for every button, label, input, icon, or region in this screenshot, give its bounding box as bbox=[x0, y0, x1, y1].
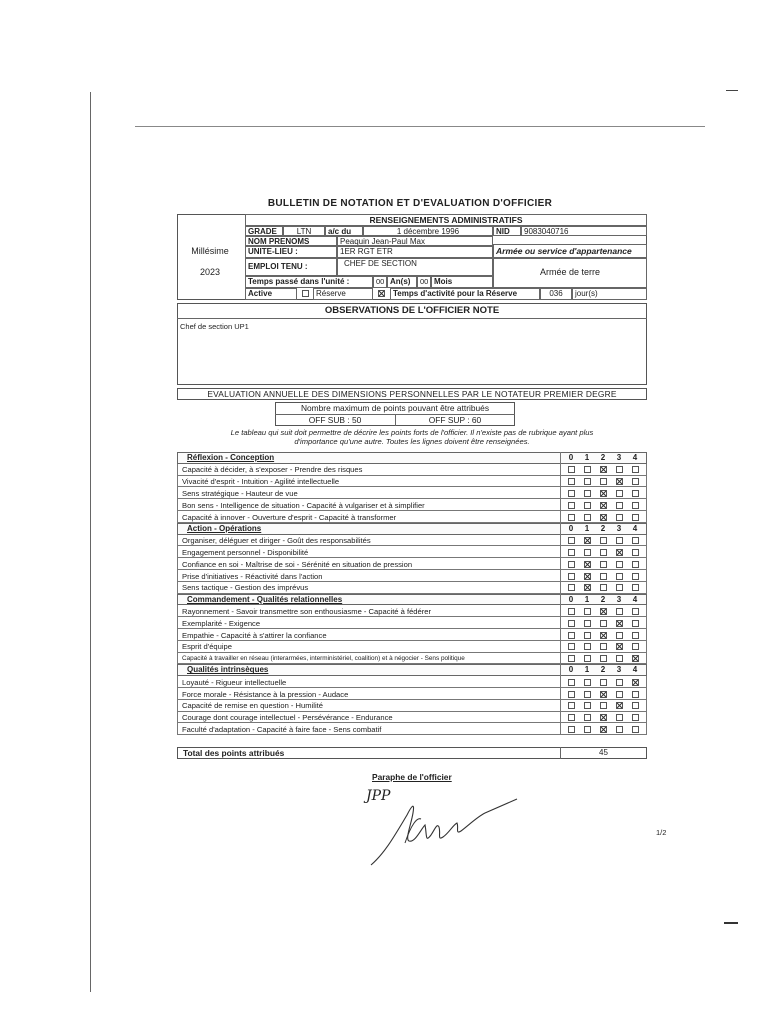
scale-label: 2 bbox=[600, 594, 606, 604]
ans-value: 00 bbox=[373, 276, 387, 288]
score-checkbox-1[interactable] bbox=[584, 584, 591, 591]
criterion-label: Esprit d'équipe bbox=[182, 642, 232, 652]
page-number: 1/2 bbox=[656, 828, 667, 837]
score-checkbox-1[interactable] bbox=[584, 502, 591, 509]
criterion-label: Empathie - Capacité à s'attirer la confiance bbox=[182, 630, 327, 640]
score-checkbox-4[interactable] bbox=[632, 620, 639, 627]
grid-column-divider bbox=[560, 452, 561, 735]
score-checkbox-0[interactable] bbox=[568, 573, 575, 580]
scale-label: 0 bbox=[568, 523, 574, 533]
scan-mark-bottom-right bbox=[724, 922, 738, 924]
scale-label: 1 bbox=[584, 523, 590, 533]
score-checkbox-4[interactable] bbox=[632, 691, 639, 698]
score-checkbox-4[interactable] bbox=[632, 643, 639, 650]
score-checkbox-0[interactable] bbox=[568, 478, 575, 485]
score-checkbox-0[interactable] bbox=[568, 608, 575, 615]
scale-label: 2 bbox=[600, 665, 606, 675]
scale-label: 1 bbox=[584, 594, 590, 604]
score-checkbox-4[interactable] bbox=[632, 679, 639, 686]
score-checkbox-0[interactable] bbox=[568, 714, 575, 721]
score-checkbox-2[interactable] bbox=[600, 632, 607, 639]
ans-label: An(s) bbox=[387, 276, 417, 288]
score-checkbox-3[interactable] bbox=[616, 702, 623, 709]
score-checkbox-0[interactable] bbox=[568, 490, 575, 497]
temps-label: Temps passé dans l'unité : bbox=[245, 276, 373, 288]
score-checkbox-4[interactable] bbox=[632, 655, 639, 662]
scale-label: 0 bbox=[568, 665, 574, 675]
criterion-label: Confiance en soi - Maîtrise de soi - Sérénité en situation de pression bbox=[182, 559, 413, 569]
score-checkbox-1[interactable] bbox=[584, 490, 591, 497]
grade-value: LTN bbox=[283, 226, 325, 236]
scale-label: 4 bbox=[632, 594, 638, 604]
signature-image bbox=[365, 795, 525, 870]
score-checkbox-0[interactable] bbox=[568, 702, 575, 709]
score-checkbox-1[interactable] bbox=[584, 632, 591, 639]
paraphe-label: Paraphe de l'officier bbox=[372, 772, 452, 782]
emploi-value: CHEF DE SECTION bbox=[337, 258, 493, 276]
score-checkbox-2[interactable] bbox=[600, 549, 607, 556]
score-checkbox-1[interactable] bbox=[584, 643, 591, 650]
scale-label: 0 bbox=[568, 453, 574, 462]
score-checkbox-2[interactable] bbox=[600, 714, 607, 721]
score-checkbox-0[interactable] bbox=[568, 691, 575, 698]
score-checkbox-3[interactable] bbox=[616, 632, 623, 639]
total-label: Total des points attribués bbox=[183, 748, 285, 758]
score-checkbox-0[interactable] bbox=[568, 632, 575, 639]
score-checkbox-1[interactable] bbox=[584, 726, 591, 733]
evaluation-title: EVALUATION ANNUELLE DES DIMENSIONS PERSONNELLES PAR LE NOTATEUR PREMIER DEGRE bbox=[177, 388, 647, 400]
criterion-label: Faculté d'adaptation - Capacité à faire face - Sens combatif bbox=[182, 724, 382, 734]
score-checkbox-4[interactable] bbox=[632, 632, 639, 639]
score-checkbox-3[interactable] bbox=[616, 561, 623, 568]
nom-label: NOM PRENOMS bbox=[245, 236, 337, 246]
reserve-label: Réserve bbox=[313, 288, 373, 300]
year-value: 2023 bbox=[199, 267, 221, 277]
score-checkbox-4[interactable] bbox=[632, 584, 639, 591]
score-checkbox-0[interactable] bbox=[568, 514, 575, 521]
score-checkbox-3[interactable] bbox=[616, 714, 623, 721]
reserve-checkbox[interactable] bbox=[378, 290, 385, 297]
criterion-row bbox=[177, 641, 647, 653]
criterion-label: Capacité à décider, à s'exposer - Prendre des risques bbox=[182, 465, 363, 475]
score-checkbox-2[interactable] bbox=[600, 702, 607, 709]
criterion-label: Organiser, déléguer et diriger - Goût des responsabilités bbox=[182, 536, 371, 546]
section-title: Action - Opérations bbox=[187, 523, 262, 533]
score-checkbox-0[interactable] bbox=[568, 502, 575, 509]
mois-value: 00 bbox=[417, 276, 431, 288]
active-label: Active bbox=[245, 288, 297, 300]
criterion-label: Capacité de remise en question - Humilité bbox=[182, 701, 323, 711]
scan-edge-left bbox=[90, 92, 91, 992]
score-checkbox-1[interactable] bbox=[584, 691, 591, 698]
grade-label: GRADE bbox=[245, 226, 283, 236]
nom-value: Peaquin Jean-Paul Max bbox=[337, 236, 493, 246]
mois-label: Mois bbox=[431, 276, 493, 288]
score-checkbox-1[interactable] bbox=[584, 608, 591, 615]
score-checkbox-0[interactable] bbox=[568, 726, 575, 733]
score-checkbox-3[interactable] bbox=[616, 691, 623, 698]
scale-label: 2 bbox=[600, 523, 606, 533]
scan-edge-top bbox=[135, 126, 705, 127]
armee-header: Armée ou service d'appartenance bbox=[493, 244, 647, 258]
score-checkbox-2[interactable] bbox=[600, 514, 607, 521]
score-checkbox-0[interactable] bbox=[568, 549, 575, 556]
score-checkbox-1[interactable] bbox=[584, 655, 591, 662]
scale-label: 3 bbox=[616, 453, 622, 462]
total-value: 45 bbox=[599, 748, 608, 757]
score-checkbox-4[interactable] bbox=[632, 549, 639, 556]
score-checkbox-4[interactable] bbox=[632, 608, 639, 615]
score-checkbox-1[interactable] bbox=[584, 466, 591, 473]
criterion-label: Prise d'initiatives - Réactivité dans l'action bbox=[182, 571, 323, 581]
millesime-label: Millésime bbox=[191, 246, 229, 256]
scale-label: 3 bbox=[616, 665, 622, 675]
score-checkbox-0[interactable] bbox=[568, 584, 575, 591]
score-checkbox-4[interactable] bbox=[632, 561, 639, 568]
jours-label: jour(s) bbox=[572, 288, 647, 300]
score-checkbox-0[interactable] bbox=[568, 466, 575, 473]
score-checkbox-3[interactable] bbox=[616, 655, 623, 662]
score-checkbox-1[interactable] bbox=[584, 514, 591, 521]
ac-du-value: 1 décembre 1996 bbox=[363, 226, 493, 236]
nid-label: NID bbox=[493, 226, 521, 236]
evaluation-note-line2: d'importance qu'une autre. Toutes les lignes doivent être renseignées. bbox=[294, 437, 530, 446]
temps-reserve-label: Temps d'activité pour la Réserve bbox=[390, 288, 540, 300]
score-checkbox-4[interactable] bbox=[632, 478, 639, 485]
section-title: Réflexion - Conception bbox=[187, 453, 275, 462]
score-checkbox-2[interactable] bbox=[600, 502, 607, 509]
score-checkbox-2[interactable] bbox=[600, 655, 607, 662]
score-checkbox-2[interactable] bbox=[600, 584, 607, 591]
score-checkbox-3[interactable] bbox=[616, 549, 623, 556]
ac-du-label: a/c du bbox=[325, 226, 363, 236]
criterion-label: Exemplarité - Exigence bbox=[182, 618, 261, 628]
score-checkbox-1[interactable] bbox=[584, 714, 591, 721]
score-checkbox-4[interactable] bbox=[632, 466, 639, 473]
evaluation-note-line1: Le tableau qui suit doit permettre de décrire les points forts de l'officier. Il n'existe pas de rubrique ayant plus bbox=[230, 428, 594, 437]
scan-mark-top-right bbox=[726, 90, 738, 91]
criterion-label: Capacité à innover - Ouverture d'esprit - Capacité à transformer bbox=[182, 512, 397, 522]
criterion-label: Sens tactique - Gestion des imprévus bbox=[182, 583, 309, 593]
score-checkbox-2[interactable] bbox=[600, 537, 607, 544]
score-checkbox-3[interactable] bbox=[616, 537, 623, 544]
off-sup-value: OFF SUP : 60 bbox=[428, 415, 482, 425]
section-title: Commandement - Qualités relationnelles bbox=[187, 594, 343, 604]
nid-value: 9083040716 bbox=[521, 226, 647, 236]
score-checkbox-0[interactable] bbox=[568, 655, 575, 662]
score-checkbox-0[interactable] bbox=[568, 561, 575, 568]
score-checkbox-0[interactable] bbox=[568, 620, 575, 627]
score-checkbox-3[interactable] bbox=[616, 620, 623, 627]
score-checkbox-4[interactable] bbox=[632, 514, 639, 521]
score-checkbox-1[interactable] bbox=[584, 549, 591, 556]
score-checkbox-1[interactable] bbox=[584, 620, 591, 627]
criterion-label: Rayonnement - Savoir transmettre son enthousiasme - Capacité à fédérer bbox=[182, 606, 432, 616]
jours-value: 036 bbox=[540, 288, 572, 300]
score-checkbox-0[interactable] bbox=[568, 643, 575, 650]
score-checkbox-3[interactable] bbox=[616, 478, 623, 485]
score-checkbox-1[interactable] bbox=[584, 561, 591, 568]
active-checkbox[interactable] bbox=[302, 290, 309, 297]
observations-divider bbox=[177, 318, 647, 319]
score-checkbox-4[interactable] bbox=[632, 573, 639, 580]
observations-title: OBSERVATIONS DE L'OFFICIER NOTE bbox=[324, 305, 500, 316]
score-checkbox-4[interactable] bbox=[632, 502, 639, 509]
armee-value: Armée de terre bbox=[493, 258, 647, 288]
scale-label: 1 bbox=[584, 665, 590, 675]
score-checkbox-1[interactable] bbox=[584, 573, 591, 580]
criterion-label: Force morale - Résistance à la pression - Audace bbox=[182, 689, 349, 699]
score-checkbox-2[interactable] bbox=[600, 726, 607, 733]
score-checkbox-3[interactable] bbox=[616, 608, 623, 615]
score-checkbox-2[interactable] bbox=[600, 478, 607, 485]
criterion-label: Capacité à travailler en réseau (interarmées, interministériel, coalition) et à négocier - Sens politique bbox=[182, 655, 465, 663]
section-title: Qualités intrinsèques bbox=[187, 665, 269, 675]
score-checkbox-4[interactable] bbox=[632, 537, 639, 544]
score-checkbox-1[interactable] bbox=[584, 537, 591, 544]
unite-value: 1ER RGT ETR bbox=[337, 246, 493, 258]
score-checkbox-2[interactable] bbox=[600, 466, 607, 473]
observations-text: Chef de section UP1 bbox=[180, 322, 249, 331]
score-checkbox-2[interactable] bbox=[600, 573, 607, 580]
score-checkbox-2[interactable] bbox=[600, 608, 607, 615]
score-checkbox-4[interactable] bbox=[632, 490, 639, 497]
criterion-label: Courage dont courage intellectuel - Persévérance - Endurance bbox=[182, 713, 393, 723]
criterion-label: Loyauté - Rigueur intellectuelle bbox=[182, 677, 287, 687]
score-checkbox-1[interactable] bbox=[584, 702, 591, 709]
off-sub-value: OFF SUB : 50 bbox=[308, 415, 362, 425]
scale-label: 0 bbox=[568, 594, 574, 604]
admin-section-title: RENSEIGNEMENTS ADMINISTRATIFS bbox=[245, 214, 647, 226]
score-checkbox-4[interactable] bbox=[632, 726, 639, 733]
criterion-label: Engagement personnel - Disponibilité bbox=[182, 547, 309, 557]
score-checkbox-3[interactable] bbox=[616, 514, 623, 521]
scale-label: 1 bbox=[584, 453, 590, 462]
scale-label: 4 bbox=[632, 523, 638, 533]
score-checkbox-3[interactable] bbox=[616, 573, 623, 580]
unite-label: UNITE-LIEU : bbox=[245, 246, 337, 258]
score-checkbox-1[interactable] bbox=[584, 679, 591, 686]
score-checkbox-4[interactable] bbox=[632, 702, 639, 709]
document-title: BULLETIN DE NOTATION ET D'EVALUATION D'OFFICIER bbox=[267, 198, 553, 209]
score-checkbox-2[interactable] bbox=[600, 691, 607, 698]
score-checkbox-4[interactable] bbox=[632, 714, 639, 721]
scale-label: 4 bbox=[632, 665, 638, 675]
paraphe-initials: JPP bbox=[366, 788, 391, 804]
score-checkbox-2[interactable] bbox=[600, 620, 607, 627]
score-checkbox-2[interactable] bbox=[600, 679, 607, 686]
score-checkbox-3[interactable] bbox=[616, 584, 623, 591]
score-checkbox-2[interactable] bbox=[600, 643, 607, 650]
score-checkbox-3[interactable] bbox=[616, 466, 623, 473]
max-points-label: Nombre maximum de points pouvant être attribués bbox=[300, 403, 490, 413]
score-checkbox-3[interactable] bbox=[616, 643, 623, 650]
score-checkbox-3[interactable] bbox=[616, 726, 623, 733]
score-checkbox-1[interactable] bbox=[584, 478, 591, 485]
score-checkbox-3[interactable] bbox=[616, 502, 623, 509]
scale-label: 2 bbox=[600, 453, 606, 462]
criterion-label: Sens stratégique - Hauteur de vue bbox=[182, 488, 298, 498]
score-checkbox-3[interactable] bbox=[616, 490, 623, 497]
criterion-label: Bon sens - Intelligence de situation - Capacité à vulgariser et à simplifier bbox=[182, 500, 425, 510]
emploi-label: EMPLOI TENU : bbox=[245, 258, 337, 276]
score-checkbox-2[interactable] bbox=[600, 561, 607, 568]
score-checkbox-0[interactable] bbox=[568, 537, 575, 544]
scale-label: 3 bbox=[616, 523, 622, 533]
score-checkbox-0[interactable] bbox=[568, 679, 575, 686]
scale-label: 3 bbox=[616, 594, 622, 604]
score-checkbox-2[interactable] bbox=[600, 490, 607, 497]
criterion-label: Vivacité d'esprit - Intuition - Agilité intellectuelle bbox=[182, 477, 340, 487]
scale-label: 4 bbox=[632, 453, 638, 462]
score-checkbox-3[interactable] bbox=[616, 679, 623, 686]
